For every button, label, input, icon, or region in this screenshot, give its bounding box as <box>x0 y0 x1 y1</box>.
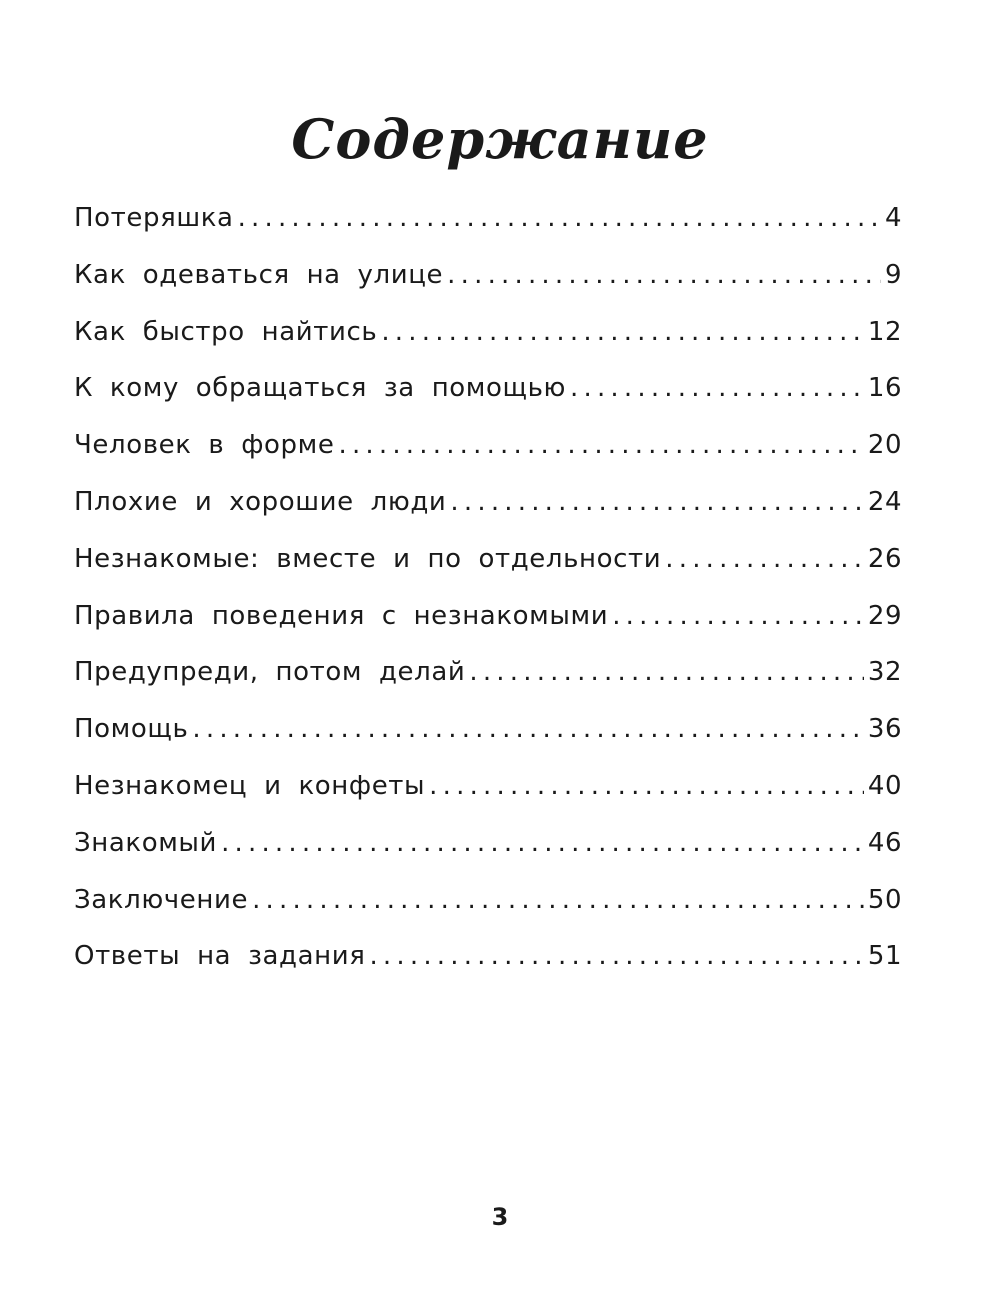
toc-entry[interactable] <box>74 588 902 645</box>
toc-dot-leader <box>469 644 864 701</box>
toc-entry[interactable] <box>74 531 902 588</box>
toc-entry-page: 40 <box>867 770 902 801</box>
toc-dot-leader <box>381 304 864 361</box>
toc-entry-page: 50 <box>867 884 902 915</box>
toc-entry-title: Человек в форме <box>74 430 335 461</box>
toc-entry[interactable] <box>74 758 902 815</box>
toc-entry-page: 32 <box>867 657 902 688</box>
toc-entry-title: Ответы на задания <box>74 941 366 972</box>
toc-entry-page: 24 <box>867 486 902 517</box>
toc-dot-leader <box>450 474 863 531</box>
toc-entry[interactable] <box>74 928 902 985</box>
toc-entry[interactable] <box>74 190 902 247</box>
toc-entry[interactable] <box>74 474 902 531</box>
toc-dot-leader <box>369 928 863 985</box>
toc-entry-page: 20 <box>867 430 902 461</box>
toc-entry-title: Как быстро найтись <box>74 316 378 347</box>
toc-entry-title: Плохие и хорошие люди <box>74 486 447 517</box>
toc-entry-page: 12 <box>867 316 902 347</box>
toc-entry[interactable] <box>74 701 902 758</box>
toc-dot-leader <box>665 531 864 588</box>
toc-entry-page: 4 <box>884 203 902 233</box>
toc-entry[interactable] <box>74 247 902 304</box>
toc-entry-page: 46 <box>867 827 902 858</box>
toc-entry-page: 51 <box>867 941 902 972</box>
toc-entry-title: Незнакомец и конфеты <box>74 770 426 801</box>
toc-dot-leader <box>338 417 863 474</box>
toc-dot-leader <box>192 701 864 758</box>
toc-dot-leader <box>447 247 881 304</box>
toc-entry[interactable] <box>74 872 902 929</box>
toc-dot-leader <box>238 190 881 247</box>
toc-entry-title: Как одеваться на улице <box>74 259 444 290</box>
toc-entry-title: Потеряшка <box>74 203 234 233</box>
toc-entry-title: К кому обращаться за помощью <box>74 373 567 404</box>
toc-entry[interactable] <box>74 815 902 872</box>
toc-entry[interactable] <box>74 360 902 417</box>
page-title: Содержание <box>291 107 709 171</box>
toc-entry-title: Знакомый <box>74 827 218 858</box>
table-of-contents <box>74 190 902 985</box>
toc-dot-leader <box>221 815 864 872</box>
toc-entry-title: Незнакомые: вместе и по отдельности <box>74 543 662 574</box>
toc-entry-page: 16 <box>867 373 902 404</box>
page-number: 3 <box>491 1203 509 1231</box>
toc-entry-page: 36 <box>867 714 902 745</box>
toc-entry-page: 9 <box>884 259 902 290</box>
toc-dot-leader <box>429 758 864 815</box>
toc-entry[interactable] <box>74 417 902 474</box>
toc-entry-title: Правила поведения с незнакомыми <box>74 600 609 631</box>
toc-entry-title: Помощь <box>74 714 189 745</box>
toc-dot-leader <box>570 360 864 417</box>
toc-entry-title: Заключение <box>74 884 249 915</box>
toc-entry-page: 29 <box>867 600 902 631</box>
toc-entry[interactable] <box>74 644 902 701</box>
toc-dot-leader <box>612 588 864 645</box>
toc-entry[interactable] <box>74 304 902 361</box>
toc-entry-page: 26 <box>867 543 902 574</box>
toc-entry-title: Предупреди, потом делай <box>74 657 466 688</box>
toc-dot-leader <box>252 872 864 929</box>
